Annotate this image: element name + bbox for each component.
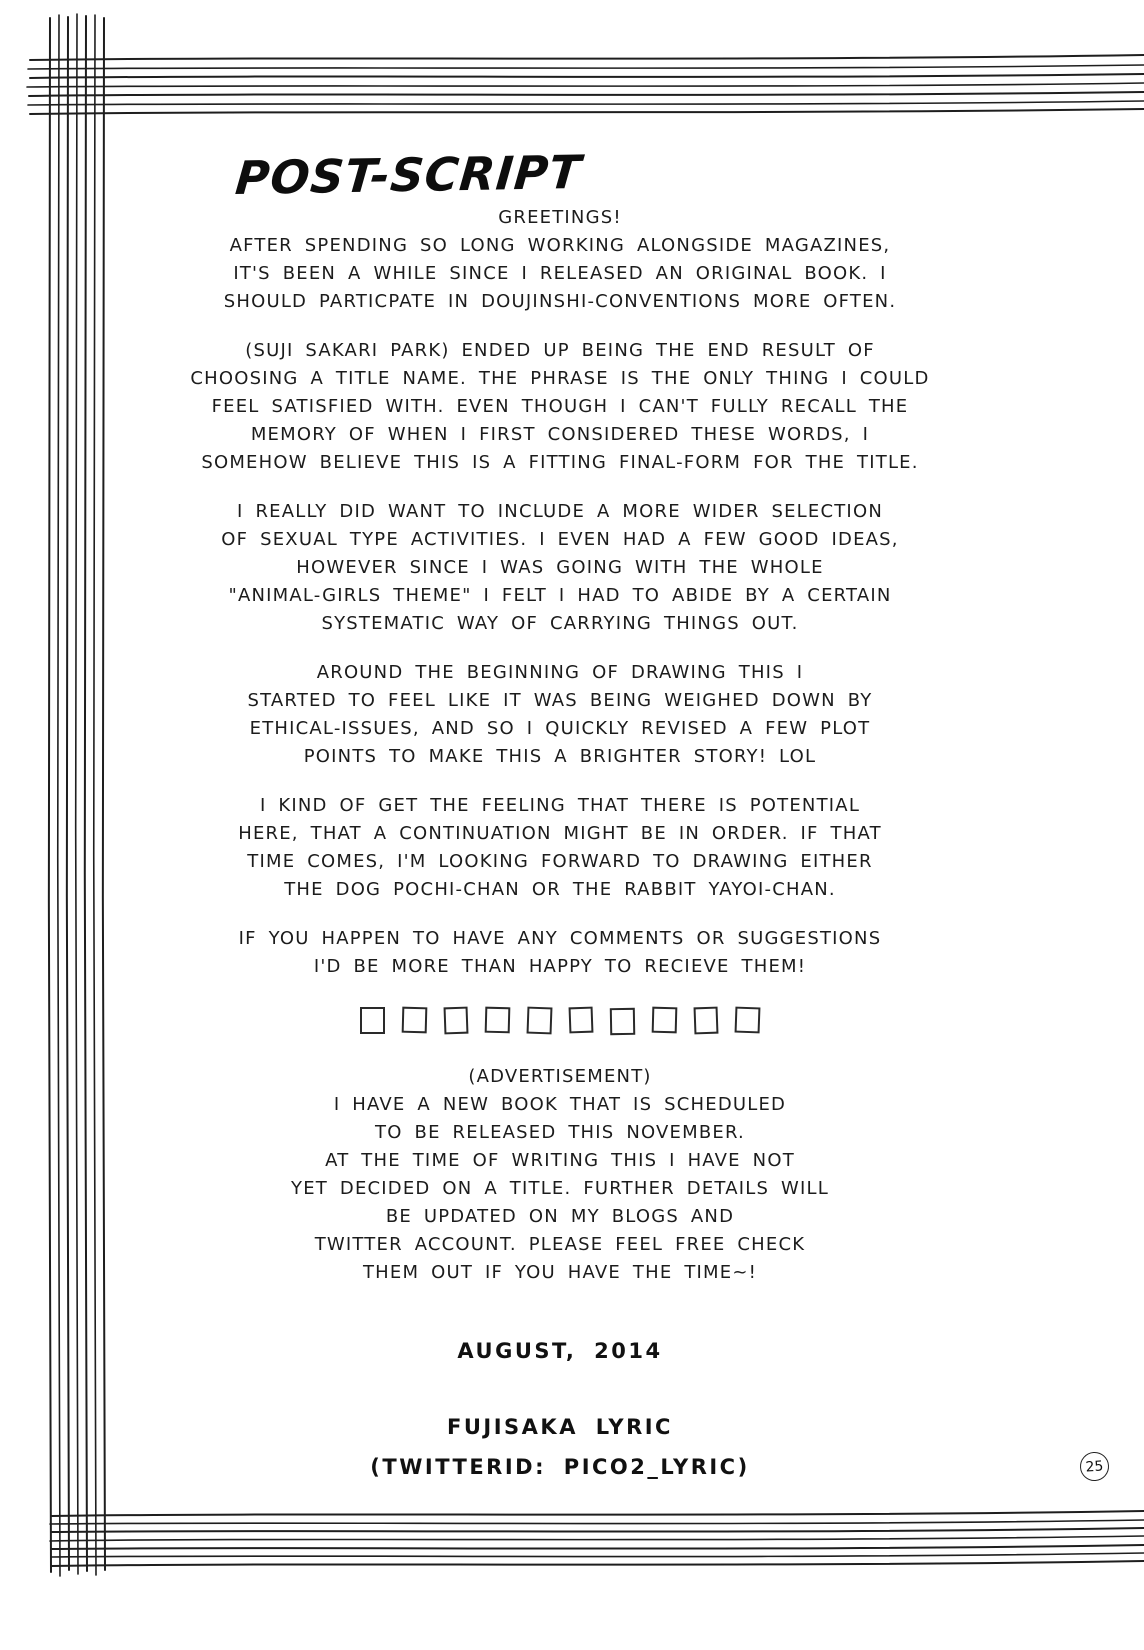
divider-squares (140, 1007, 980, 1033)
text-line: TIME COMES, I'M LOOKING FORWARD TO DRAWING EITHER (247, 851, 873, 872)
text-line: SHOULD PARTICPATE IN DOUJINSHI-CONVENTIONS MORE OFTEN. (223, 291, 897, 312)
text-line: POINTS TO MAKE THIS A BRIGHTER STORY! LOL (303, 746, 817, 767)
divider-square (444, 1006, 469, 1034)
text-line: MEMORY OF WHEN I FIRST CONSIDERED THESE WORDS, I (250, 424, 870, 445)
author-name: FUJISAKA LYRIC (447, 1415, 673, 1439)
text-line: TWITTER ACCOUNT. PLEASE FEEL FREE CHECK (314, 1234, 806, 1255)
text-line: ETHICAL-ISSUES, AND SO I QUICKLY REVISED A FEW PLOT (249, 718, 871, 739)
page-number-badge: 25 (1079, 1451, 1110, 1482)
text-line: TO BE RELEASED THIS NOVEMBER. (375, 1122, 745, 1143)
text-line: AFTER SPENDING SO LONG WORKING ALONGSIDE MAGAZINES, (229, 235, 891, 256)
divider-square (694, 1006, 719, 1034)
paragraph (140, 659, 980, 771)
divider-square (360, 1007, 385, 1034)
text-line: I HAVE A NEW BOOK THAT IS SCHEDULED (333, 1094, 787, 1115)
text-line: (SUJI SAKARI PARK) ENDED UP BEING THE END RESULT OF (245, 340, 875, 361)
text-line: AROUND THE BEGINNING OF DRAWING THIS I (316, 662, 804, 683)
page-title: POST-SCRIPT (233, 144, 584, 206)
divider-square (485, 1007, 511, 1034)
text-line: SOMEHOW BELIEVE THIS IS A FITTING FINAL-FORM FOR THE TITLE. (201, 452, 919, 473)
text-line: HOWEVER SINCE I WAS GOING WITH THE WHOLE (296, 557, 824, 578)
text-line: STARTED TO FEEL LIKE IT WAS BEING WEIGHED DOWN BY (247, 690, 873, 711)
text-line: THEM OUT IF YOU HAVE THE TIME~! (362, 1262, 758, 1283)
text-line: HERE, THAT A CONTINUATION MIGHT BE IN ORDER. IF THAT (238, 823, 882, 844)
divider-square (569, 1007, 594, 1034)
body-content (140, 204, 980, 1487)
paragraph (140, 337, 980, 477)
paragraph (140, 925, 980, 981)
text-line: GREETINGS! (498, 207, 622, 228)
divider-square (652, 1007, 678, 1034)
divider-square (735, 1007, 761, 1034)
text-line: AT THE TIME OF WRITING THIS I HAVE NOT (325, 1150, 795, 1171)
text-line: THE DOG POCHI-CHAN OR THE RABBIT YAYOI-CHAN. (284, 879, 836, 900)
text-line: "ANIMAL-GIRLS THEME" I FELT I HAD TO ABIDE BY A CERTAIN (228, 585, 892, 606)
text-line: FEEL SATISFIED WITH. EVEN THOUGH I CAN'T FULLY RECALL THE (211, 396, 909, 417)
text-line: BE UPDATED ON MY BLOGS AND (385, 1206, 735, 1227)
text-line: IF YOU HAPPEN TO HAVE ANY COMMENTS OR SUGGESTIONS (238, 928, 882, 949)
advertisement (140, 1063, 980, 1287)
paragraph (140, 204, 980, 316)
signature-block (140, 1407, 980, 1487)
divider-square (402, 1007, 428, 1034)
paragraph (140, 498, 980, 638)
author-twitter-id: (TWITTERID: PICO2_LYRIC) (370, 1455, 750, 1479)
paragraph (140, 792, 980, 904)
text-line: YET DECIDED ON A TITLE. FURTHER DETAILS WILL (291, 1178, 829, 1199)
text-line: I'D BE MORE THAN HAPPY TO RECIEVE THEM! (313, 956, 807, 977)
divider-square (527, 1006, 553, 1034)
divider-square (610, 1007, 635, 1034)
text-line: I REALLY DID WANT TO INCLUDE A MORE WIDER SELECTION (237, 501, 883, 522)
date-line: AUGUST, 2014 (457, 1339, 663, 1363)
text-line: IT'S BEEN A WHILE SINCE I RELEASED AN ORIGINAL BOOK. I (233, 263, 887, 284)
text-line: CHOOSING A TITLE NAME. THE PHRASE IS THE ONLY THING I COULD (190, 368, 930, 389)
paragraphs (140, 204, 980, 981)
text-line: OF SEXUAL TYPE ACTIVITIES. I EVEN HAD A FEW GOOD IDEAS, (221, 529, 899, 550)
text-line: (ADVERTISEMENT) (468, 1066, 652, 1087)
text-line: SYSTEMATIC WAY OF CARRYING THINGS OUT. (321, 613, 799, 634)
text-line: I KIND OF GET THE FEELING THAT THERE IS POTENTIAL (259, 795, 861, 816)
